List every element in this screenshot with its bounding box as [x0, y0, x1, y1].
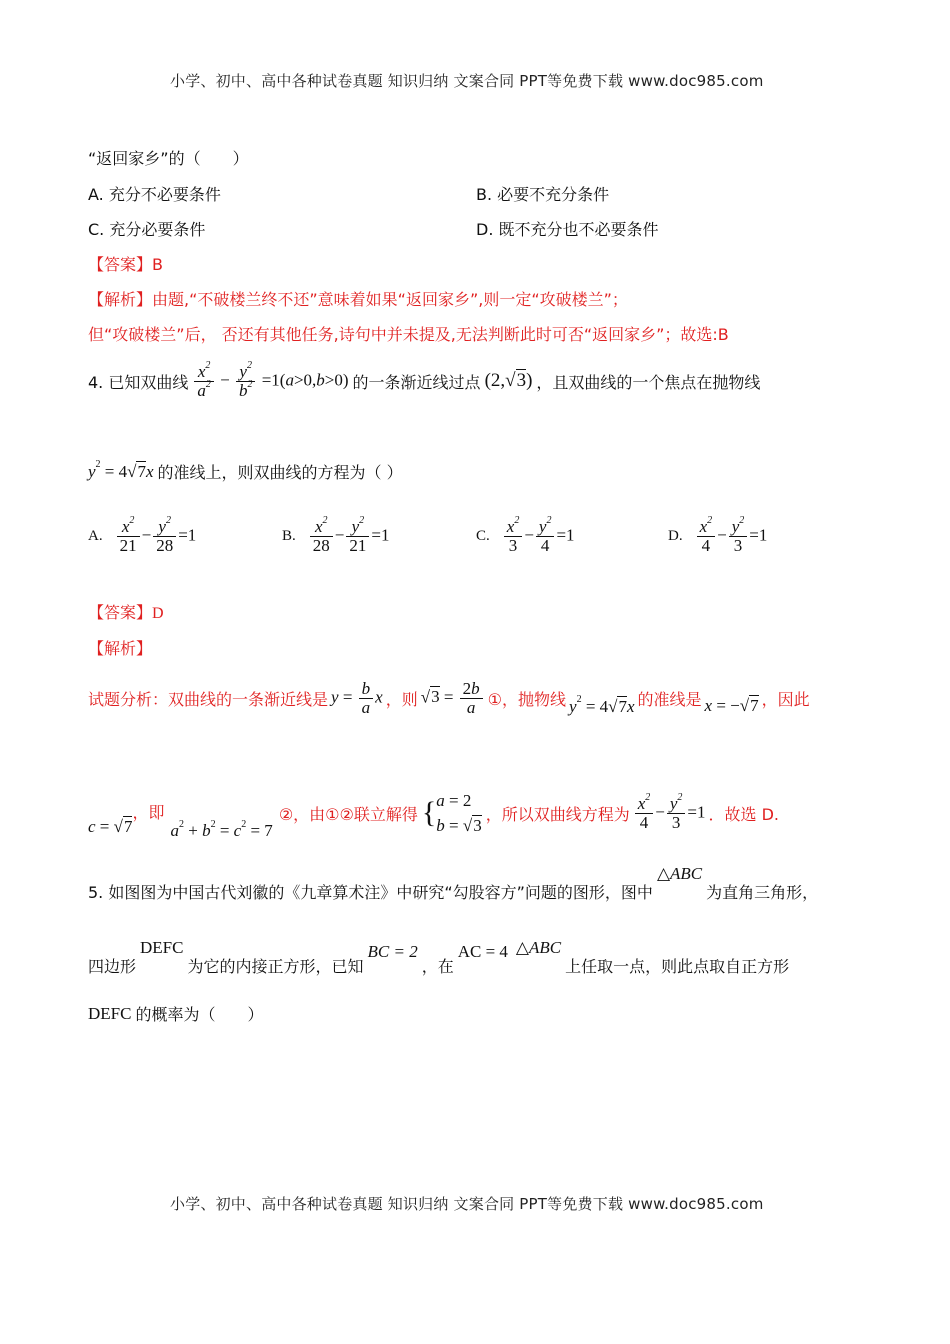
q4-option-d: D. $\frac{x^2}{4}$ − $\frac{y^2}{3}$ =1 [668, 515, 768, 555]
q4-analysis-label: 【解析】 [88, 639, 153, 658]
q4-line2 [88, 460, 403, 483]
q4-mid: 的一条渐近线过点 [352, 372, 481, 392]
q3-analysis-line2: 但“攻破楼兰”后， 否还有其他任务,诗句中并未提及,无法判断此时可否“返回家乡”；故选:B [88, 325, 729, 344]
q4-line2-tail: 的准线上，则双曲线的方程为（ ） [157, 463, 403, 482]
q5-line3: DEFC 的概率为（ ） [88, 1003, 264, 1024]
q4-option-c: C. $\frac{x^2}{3}$ − $\frac{y^2}{4}$ =1 [476, 515, 575, 555]
q3-analysis-line1: 【解析】由题,“不破楼兰终不还”意味着如果“返回家乡”,则一定“攻破楼兰”； [88, 290, 628, 309]
q4-point: (2,√3) [484, 370, 533, 392]
header-text: 小学、初中、高中各种试卷真题 知识归纳 文案合同 PPT等免费下载 www.doc985.com [170, 72, 764, 90]
q4-tail: ，且双曲线的一个焦点在抛物线 [536, 372, 761, 392]
footer-text: 小学、初中、高中各种试卷真题 知识归纳 文案合同 PPT等免费下载 www.doc985.com [170, 1195, 764, 1213]
q4-prefix: 4. 已知双曲线 [88, 372, 189, 392]
q3-option-c: C. 充分必要条件 [88, 220, 206, 239]
q3-answer: 【答案】B [88, 255, 163, 274]
q4-line1 [88, 360, 761, 400]
q4-answer: 【答案】D [88, 603, 164, 622]
q4-option-a: A. $\frac{x^2}{21}$ − $\frac{y^2}{28}$ =1 [88, 515, 197, 555]
q5-line1: 5. 如图图为中国古代刘徽的《九章算术注》中研究“勾股容方”问题的图形，图中 △ABC 为直角三角形， [88, 863, 819, 902]
q3-option-d: D. 既不充分也不必要条件 [476, 220, 659, 239]
q4-parabola: $y^2 = 4√7x$ [88, 459, 154, 481]
q4-solution-line2: c = √7 ，即 $a^2 + b^2 = c^2 = 7$ ②，由①②联立解得 { a = 2 b = √3 ，所以双曲线方程为 $\frac{x^2}{4}$ − $\frac{y^2}{3}$ =1 ．故选 D. [88, 790, 779, 840]
q4-solution-line1: 试题分析：双曲线的一条渐近线是 y = $\frac{b}{a}$ x ，则 √3 = $\frac{2b}{a}$ ①，抛物线 $y^2 = 4√7x$ 的准线是 x = −√7 ，因此 [88, 679, 810, 717]
q3-option-a: A. 充分不必要条件 [88, 185, 221, 204]
q4-hyperbola-eq: $\frac{x^2}{a^2}$ − $\frac{y^2}{b^2}$ =1(a>0,b>0) [192, 363, 348, 400]
q3-option-b: B. 必要不充分条件 [476, 185, 610, 204]
q5-line2: 四边形 DEFC 为它的内接正方形，已知 BC = 2 ，在 AC = 4 △ABC 上任取一点，则此点取自正方形 [88, 937, 790, 976]
q4-option-b: B. $\frac{x^2}{28}$ − $\frac{y^2}{21}$ =1 [282, 515, 390, 555]
q3-stem: “返回家乡”的（ ） [88, 149, 249, 168]
